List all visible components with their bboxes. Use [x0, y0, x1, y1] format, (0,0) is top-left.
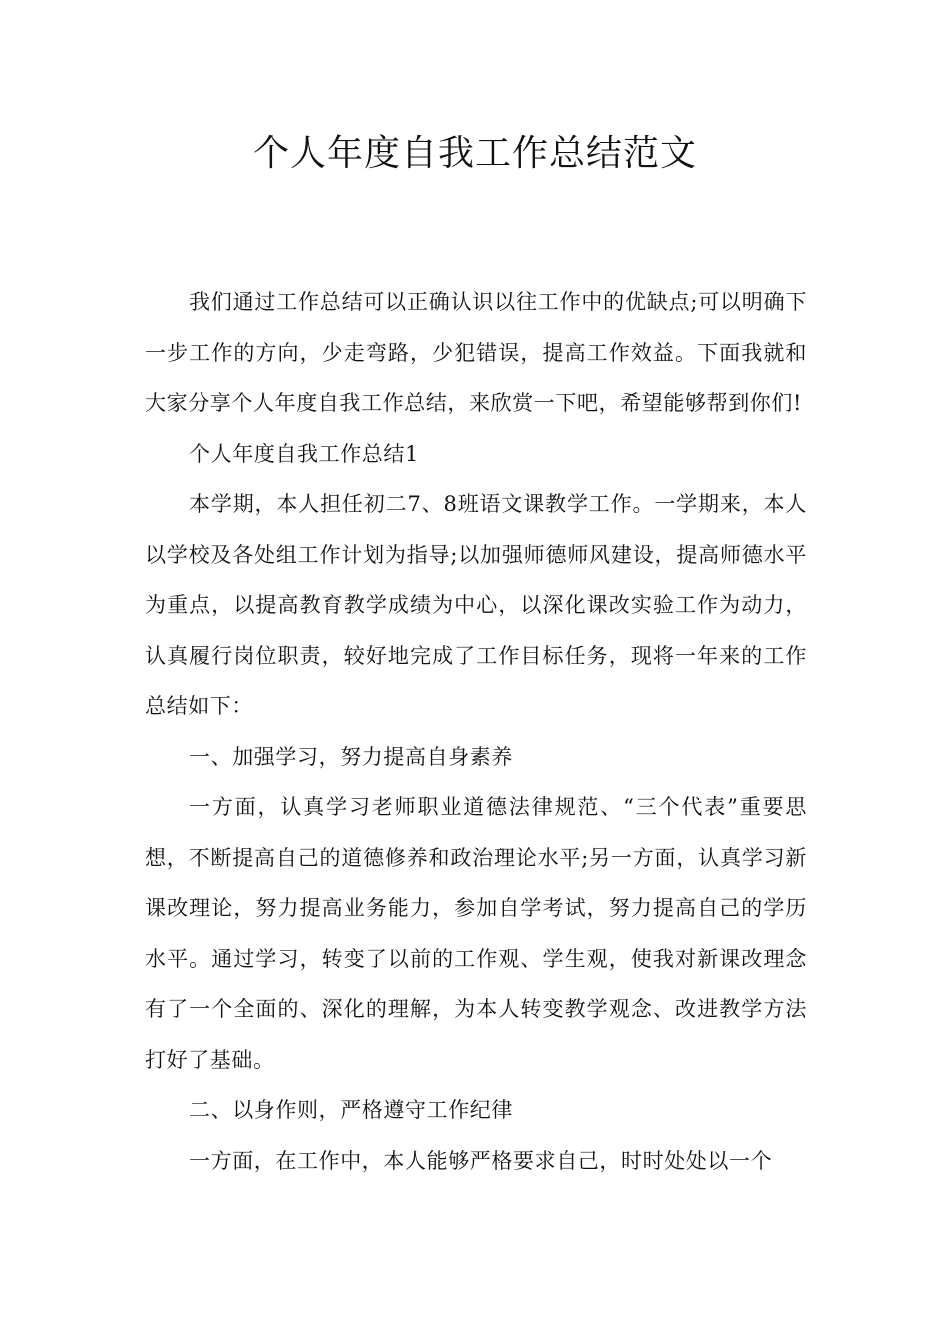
section-heading-discipline: 二、以身作则，严格遵守工作纪律 — [189, 1098, 513, 1122]
document-body — [145, 277, 807, 1186]
body-paragraph: 一方面，在工作中，本人能够严格要求自己，时时处处以一个 — [189, 1148, 773, 1173]
intro-paragraph: 我们通过工作总结可以正确认识以往工作中的优缺点;可以明确下一步工作的方向，少走弯路，少犯错误，提高工作效益。下面我就和大家分享个人年度自我工作总结，来欣赏一下吧，希望能够帮到你们! — [145, 290, 807, 415]
section-heading-summary-1: 个人年度自我工作总结1 — [189, 441, 419, 466]
body-paragraph: 本学期，本人担任初二7、8班语文课教学工作。一学期来，本人以学校及各处组工作计划为指导;以加强师德师风建设，提高师德水平为重点，以提高教育教学成绩为中心，以深化课改实验工作为动力，认真履行岗位职责，较好地完成了工作目标任务，现将一年来的工作总结如下： — [145, 492, 807, 718]
document-title: 个人年度自我工作总结范文 — [252, 133, 697, 174]
section-heading-study: 一、加强学习，努力提高自身素养 — [189, 744, 513, 769]
body-paragraph: 一方面，认真学习老师职业道德法律规范、“三个代表”重要思想，不断提高自己的道德修养和政治理论水平;另一方面，认真学习新课改理论，努力提高业务能力，参加自学考试，努力提高自己的学历水平。通过学习，转变了以前的工作观、学生观，使我对新课改理念有了一个全面的、深化的理解，为本人转变教学观念、改进教学方法打好了基础。 — [145, 795, 807, 1072]
